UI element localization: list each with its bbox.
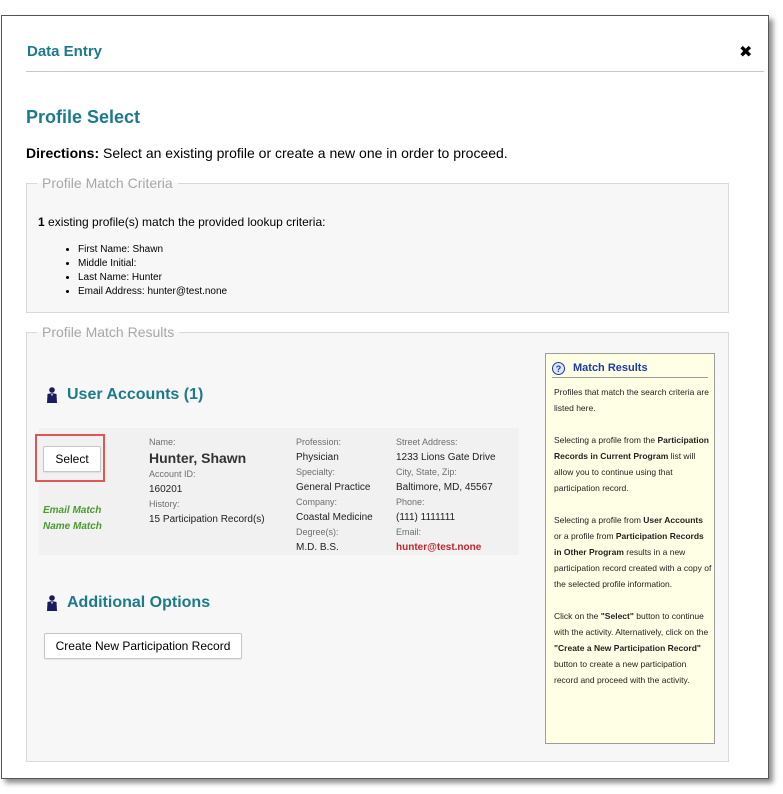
close-icon[interactable]: ✖ <box>739 44 753 61</box>
help-title: Match Results <box>573 362 648 374</box>
profession-value: Physician <box>296 452 339 463</box>
dialog-title: Data Entry <box>27 43 103 60</box>
help-text-bold: "Select" <box>600 611 634 621</box>
history-value: 15 Participation Record(s) <box>149 514 265 525</box>
help-text-span: Click on the <box>554 611 601 621</box>
criteria-intro <box>38 215 325 229</box>
account-name: Hunter, Shawn <box>149 450 247 466</box>
help-text-span: list will allow you to continue using that participation record. <box>554 451 696 493</box>
directions <box>26 145 508 161</box>
person-icon <box>46 595 58 612</box>
specialty-label: Specialty: <box>296 467 336 477</box>
criteria-first-name: • First Name: Shawn <box>78 243 227 257</box>
data-entry-dialog <box>1 15 769 779</box>
street-value: 1233 Lions Gate Drive <box>396 452 496 463</box>
criteria-last-name: • Last Name: Hunter <box>78 271 227 285</box>
account-id: 160201 <box>149 484 183 495</box>
city-label: City, State, Zip: <box>396 467 457 477</box>
match-count: 1 <box>38 215 45 229</box>
profile-match-criteria <box>26 175 729 313</box>
help-paragraph <box>554 432 712 496</box>
help-text-span: or a profile from <box>554 531 616 541</box>
select-button[interactable]: Select <box>43 446 101 472</box>
help-paragraph: Profiles that match the search criteria are listed here. <box>554 387 709 413</box>
results-legend: Profile Match Results <box>42 324 175 340</box>
user-account-row <box>39 428 519 555</box>
help-paragraph <box>554 608 712 688</box>
profile-match-results <box>26 324 729 762</box>
phone-label: Phone: <box>396 497 425 507</box>
help-paragraph <box>554 512 712 592</box>
person-icon <box>46 387 58 404</box>
criteria-middle-initial: • Middle Initial: <box>78 257 227 271</box>
directions-label: Directions: <box>26 145 100 161</box>
email-value: hunter@test.none <box>396 542 482 553</box>
name-label: Name: <box>149 437 176 447</box>
account-contact-column <box>396 435 496 555</box>
help-text-bold: User Accounts <box>643 515 703 525</box>
street-label: Street Address: <box>396 437 458 447</box>
specialty-value: General Practice <box>296 482 371 493</box>
help-header <box>552 359 708 378</box>
criteria-legend: Profile Match Criteria <box>42 175 173 191</box>
help-text-bold: "Create a New Participation Record" <box>554 643 701 653</box>
title-divider <box>26 71 764 72</box>
additional-options-heading <box>46 594 210 612</box>
profession-label: Profession: <box>296 437 342 447</box>
svg-text:?: ? <box>555 363 562 374</box>
name-match-badge: Name Match <box>43 521 102 532</box>
email-label: Email: <box>396 527 422 537</box>
help-text-bold: Participation Records in Other Program <box>554 531 704 557</box>
account-profession-column <box>296 435 373 555</box>
help-text-span: button to continue with the activity. Alternatively, click on the <box>554 611 709 637</box>
help-text-span: results in a new participation record created with a copy of the selected profile information. <box>554 547 712 589</box>
email-match-badge: Email Match <box>43 505 102 516</box>
help-text <box>554 384 712 704</box>
help-text-span: Selecting a profile from <box>554 515 644 525</box>
user-accounts-heading <box>46 386 203 404</box>
degrees-value: M.D. B.S. <box>296 542 339 553</box>
degrees-label: Degree(s): <box>296 527 339 537</box>
criteria-email: • Email Address: hunter@test.none <box>78 285 227 299</box>
company-value: Coastal Medicine <box>296 512 373 523</box>
phone-value: (111) 1111111 <box>396 512 456 523</box>
company-label: Company: <box>296 497 338 507</box>
page-title: Profile Select <box>26 107 141 127</box>
criteria-list <box>38 243 227 299</box>
help-text-span: button to create a new participation record and proceed with the activity. <box>554 659 690 685</box>
create-new-participation-record-button[interactable]: Create New Participation Record <box>44 633 242 659</box>
user-accounts-title: User Accounts (1) <box>67 386 204 403</box>
directions-text: Select an existing profile or create a new one in order to proceed. <box>99 145 508 161</box>
account-id-label: Account ID: <box>149 469 196 479</box>
help-question-icon <box>552 362 565 375</box>
help-text-bold: Participation Records in Current Program <box>554 435 709 461</box>
additional-options-title: Additional Options <box>67 594 211 611</box>
match-results-help-panel <box>545 353 715 744</box>
history-label: History: <box>149 499 180 509</box>
criteria-intro-text: existing profile(s) match the provided lookup criteria: <box>44 215 326 229</box>
help-text-span: Selecting a profile from the <box>554 435 658 445</box>
city-value: Baltimore, MD, 45567 <box>396 482 493 493</box>
account-identity-column <box>149 435 265 527</box>
